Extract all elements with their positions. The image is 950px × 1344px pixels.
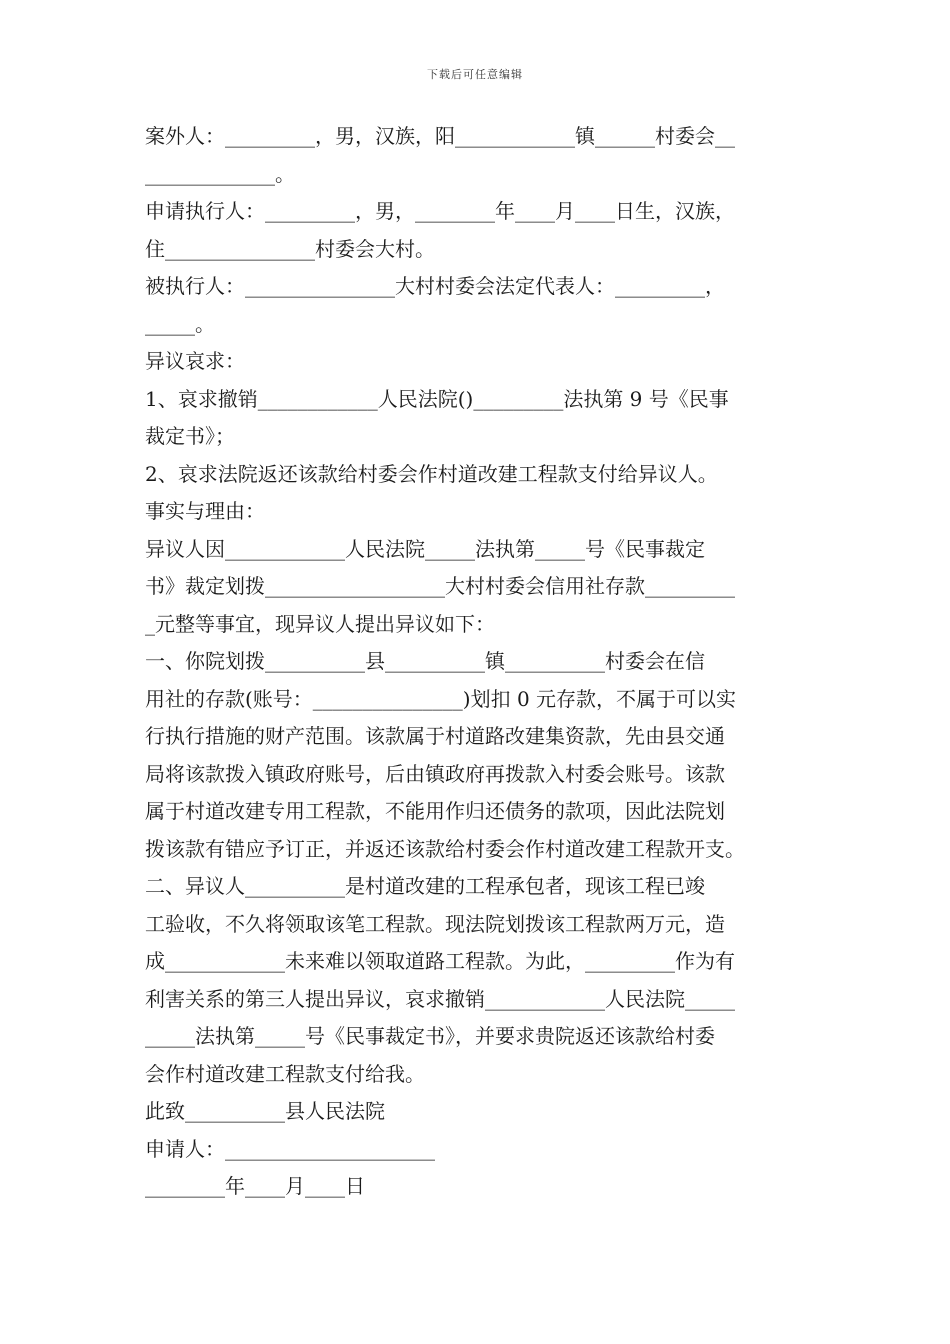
text-line: 裁定书》； [145,424,235,448]
text-line: 利害关系的第三人提出异议，哀求撤销____________人民法院_____ [145,986,735,1011]
text-line: 用社的存款(账号：_______________)划扣 0 元存款，不属于可以实 [145,686,737,711]
text-line: 2、哀求法院返还该款给村委会作村道改建工程款支付给异议人。 [145,461,718,486]
text-line: 工验收，不久将领取该笔工程款。现法院划拨该工程款两万元，造 [145,911,725,936]
text-line: 申请执行人：_________，男，________年____月____日生，汉族， [145,199,735,223]
text-line: 会作村道改建工程款支付给我。 [145,1061,425,1086]
text-line: 案外人：_________，男，汉族，阳____________镇______村委会__ [145,124,735,148]
text-line: 1、哀求撤销____________人民法院()_________法执第 9 号《民事 [145,386,729,411]
text-line: 此致__________县人民法院 [145,1099,385,1123]
text-line: _____。 [145,311,215,336]
text-line: 书》裁定划拨__________________大村村委会信用社存款_________ [145,574,735,598]
text-line: 住_______________村委会大村。 [145,236,435,261]
text-line: 申请人：_____________________ [145,1136,435,1161]
text-line: ________年____月____日 [145,1174,365,1198]
page-header: 下载后可任意编辑 [427,68,523,81]
text-line: 一、你院划拨__________县__________镇__________村委会在信 [145,649,705,673]
text-line: 事实与理由： [145,499,265,523]
text-line: 被执行人：_______________大村村委会法定代表人：_________， [145,274,725,298]
text-line: _____法执第_____号《民事裁定书》，并要求贵院返还该款给村委 [145,1024,715,1048]
text-line: 成____________未来难以领取道路工程款。为此，_________作为有 [145,949,735,973]
text-line: 局将该款拨入镇政府账号，后由镇政府再拨款入村委会账号。该款 [145,761,725,786]
text-line: _元整等事宜，现异议人提出异议如下： [145,611,495,636]
text-line: 属于村道改建专用工程款，不能用作归还债务的款项，因此法院划 [145,799,725,823]
text-line: 异议哀求： [145,349,245,373]
text-line: _____________。 [145,161,295,186]
text-line: 拨该款有错应予订正，并返还该款给村委会作村道改建工程款开支。 [145,836,745,861]
document-body [145,118,807,1206]
text-line: 异议人因____________人民法院_____法执第_____号《民事裁定 [145,536,705,561]
text-line: 行执行措施的财产范围。该款属于村道路改建集资款，先由县交通 [145,724,725,748]
text-line: 二、异议人__________是村道改建的工程承包者，现该工程已竣 [145,874,705,898]
